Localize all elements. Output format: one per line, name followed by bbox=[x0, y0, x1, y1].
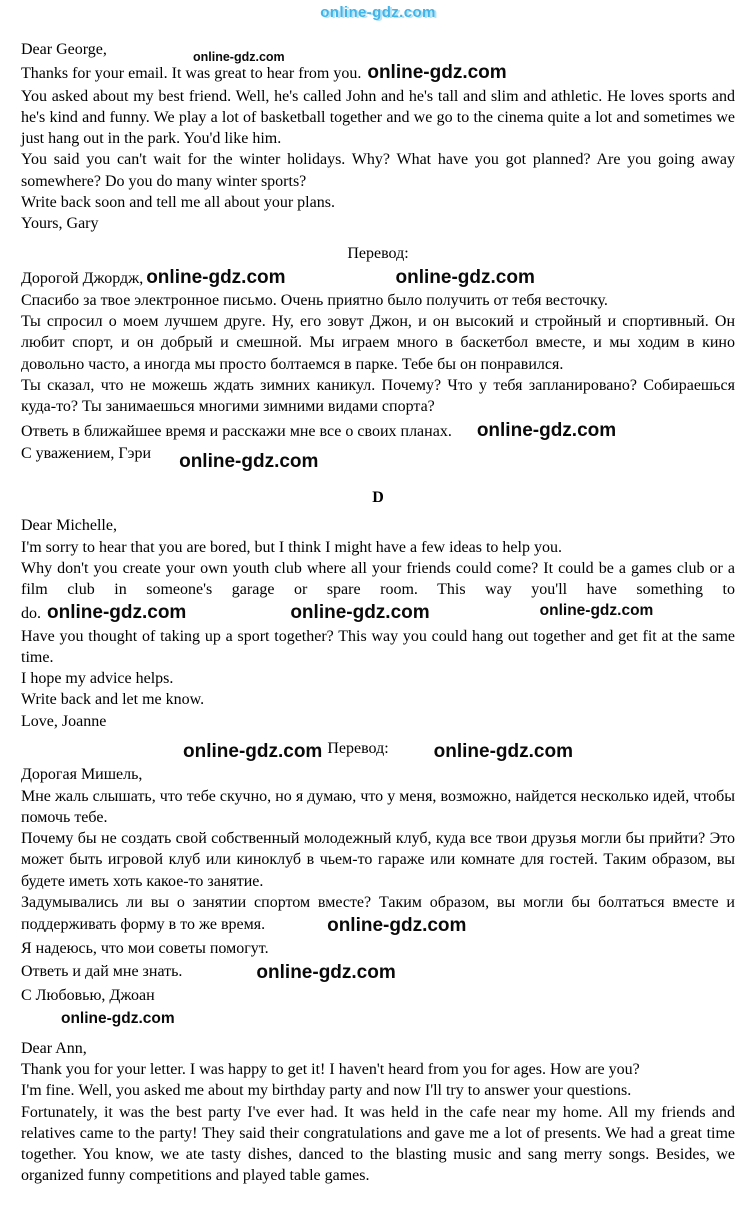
text-run: Yours, Gary bbox=[21, 215, 99, 233]
translation-george-paragraph bbox=[21, 418, 735, 443]
translation-george-paragraph bbox=[21, 311, 735, 375]
watermark: online-gdz.com bbox=[367, 62, 507, 84]
letter-michelle-paragraph bbox=[21, 689, 735, 710]
text-run: Я надеюсь, что мои советы помогут. bbox=[21, 940, 269, 958]
text-run: You asked about my best friend. Well, he's called John and he's tall and slim and athletic. He loves sports and he's kind and funny. We play a lot of basketball together and we go to the cinema quite a lot and sometimes we just hang out in the park. You'd like him. bbox=[21, 87, 735, 148]
text-run: Ответь в ближайшее время и расскажи мне все о своих планах. bbox=[21, 422, 452, 440]
section-heading-d bbox=[21, 487, 735, 508]
letter-ann-paragraph bbox=[21, 1102, 735, 1187]
letter-george-signature bbox=[21, 213, 735, 234]
text-run: Fortunately, it was the best party I've ever had. It was held in the cafe near my home. All my friends and relatives came to the party! They said their congratulations and gave me a lot of presents. We had a great time together. You know, we ate tasty dishes, danced to the blasting music and sang merry songs. Besides, we organized funny competitions and played table games. bbox=[21, 1103, 735, 1185]
translation-george-greeting bbox=[21, 265, 735, 290]
text-run: Have you thought of taking up a sport together? This way you could hang out together and get fit at the same time. bbox=[21, 627, 735, 666]
watermark: online-gdz.com bbox=[193, 50, 285, 64]
translation-heading bbox=[21, 243, 735, 264]
text-run: Дорогой Джордж, bbox=[21, 269, 144, 287]
translation-michelle-signature bbox=[21, 985, 735, 1006]
watermark: online-gdz.com bbox=[433, 740, 573, 762]
translation-george-paragraph bbox=[21, 375, 735, 418]
translation-michelle-paragraph bbox=[21, 960, 735, 985]
watermark: online-gdz.com bbox=[183, 740, 323, 762]
translation-michelle-greeting bbox=[21, 764, 735, 785]
text-run: Мне жаль слышать, что тебе скучно, но я думаю, что у меня, возможно, найдется несколько идей, чтобы помочь тебе. bbox=[21, 787, 735, 826]
watermark: online-gdz.com bbox=[47, 602, 187, 624]
text-run: Love, Joanne bbox=[21, 712, 107, 730]
watermark: online-gdz.com bbox=[327, 915, 467, 937]
letter-ann-greeting bbox=[21, 1038, 735, 1059]
letter-michelle-paragraph bbox=[21, 558, 735, 626]
text-run: Дорогая Мишель, bbox=[21, 766, 143, 784]
translation-michelle-paragraph bbox=[21, 828, 735, 892]
text-run: С Любовью, Джоан bbox=[21, 986, 155, 1004]
translation-george-signature bbox=[21, 443, 735, 474]
text-run: Ты сказал, что не можешь ждать зимних каникул. Почему? Что у тебя запланировано? Собираешься куда-то? Ты занимаешься многими зимними видами спорта? bbox=[21, 376, 735, 416]
text-run: You said you can't wait for the winter holidays. Why? What have you got planned? Are you going away somewhere? Do you do many winter sports? bbox=[21, 151, 735, 190]
translation-george-paragraph bbox=[21, 290, 735, 311]
watermark: online-gdz.com bbox=[395, 266, 535, 288]
text-run: С уважением, Гэри bbox=[21, 444, 152, 462]
text-run: Почему бы не создать свой собственный молодежный клуб, куда все твои друзья могли бы прийти? Это может быть игровой клуб или киноклуб в чьем-то гараже или комнате для гостей. Таким образом, вы будете иметь хоть какое-то занятие. bbox=[21, 830, 735, 890]
letter-george-greeting bbox=[21, 39, 735, 60]
text-run: Dear Ann, bbox=[21, 1039, 87, 1057]
text-run: I'm fine. Well, you asked me about my birthday party and now I'll try to answer your questions. bbox=[21, 1082, 632, 1100]
text-run: Thank you for your letter. I was happy to get it! I haven't heard from you for ages. How are you? bbox=[21, 1061, 640, 1079]
text-run: Ответь и дай мне знать. bbox=[21, 962, 183, 980]
watermark: online-gdz.com bbox=[539, 602, 654, 620]
text-run: Спасибо за твое электронное письмо. Очень приятно было получить от тебя весточку. bbox=[21, 291, 608, 309]
text-run: I hope my advice helps. bbox=[21, 670, 174, 688]
watermark: online-gdz.com bbox=[256, 961, 396, 983]
letter-george-paragraph bbox=[21, 60, 735, 85]
translation-michelle-paragraph bbox=[21, 892, 735, 939]
document-body bbox=[21, 39, 735, 1187]
watermark-line bbox=[21, 1008, 735, 1030]
text-run: Write back soon and tell me all about your plans. bbox=[21, 193, 335, 211]
text-run: Write back and let me know. bbox=[21, 691, 205, 709]
text-run: Dear George, bbox=[21, 41, 107, 58]
text-run: D bbox=[372, 489, 384, 507]
text-run: Задумывались ли вы о занятии спортом вместе? Таким образом, вы могли бы болтаться вместе и поддерживать форму в то же время. bbox=[21, 893, 735, 934]
watermark: online-gdz.com bbox=[476, 419, 617, 441]
letter-ann-paragraph bbox=[21, 1059, 735, 1080]
letter-michelle-signature bbox=[21, 711, 735, 732]
text-run: Thanks for your email. It was great to hear from you. bbox=[21, 65, 362, 83]
watermark: online-gdz.com bbox=[146, 266, 286, 288]
watermark: online-gdz.com bbox=[290, 602, 430, 624]
translation-michelle-paragraph bbox=[21, 786, 735, 829]
letter-michelle-paragraph bbox=[21, 537, 735, 558]
text-run: Why don't you create your own youth club where all your friends could come? It could be a games club or a film club in someone's garage or spare room. This way you'll have something to do. bbox=[21, 559, 735, 623]
letter-george-paragraph bbox=[21, 149, 735, 192]
text-run: Dear Michelle, bbox=[21, 517, 117, 535]
text-run: Перевод: bbox=[327, 739, 389, 757]
text-run: Перевод: bbox=[347, 245, 409, 263]
letter-michelle-paragraph bbox=[21, 668, 735, 689]
text-run: Ты спросил о моем лучшем друге. Ну, его зовут Джон, и он высокий и стройный и спортивный. Он любит спорт, и он добрый и смешной. Мы играем много в баскетбол вместе, и мы ходим в кино довольно часто, а иногда мы просто болтаемся в парке. Тебе бы он понравился. bbox=[21, 313, 735, 373]
watermark: online-gdz.com bbox=[61, 1010, 175, 1028]
letter-michelle-paragraph bbox=[21, 626, 735, 669]
translation-michelle-paragraph bbox=[21, 938, 735, 959]
site-watermark-header: online-gdz.com bbox=[320, 4, 436, 21]
letter-ann-paragraph bbox=[21, 1080, 735, 1101]
text-run: I'm sorry to hear that you are bored, but I think I might have a few ideas to help you. bbox=[21, 538, 562, 556]
letter-george-paragraph bbox=[21, 86, 735, 150]
letter-michelle-greeting bbox=[21, 515, 735, 536]
translation-heading bbox=[21, 738, 735, 764]
watermark: online-gdz.com bbox=[179, 450, 319, 472]
letter-george-paragraph bbox=[21, 192, 735, 213]
